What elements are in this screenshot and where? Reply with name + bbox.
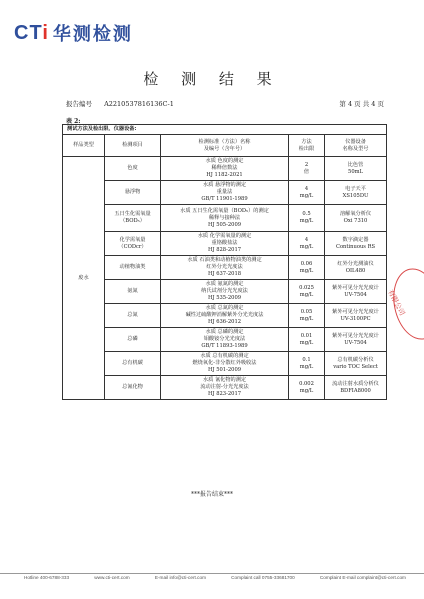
instrument-cell: 总有机碳分析仪 vario TOC Select [325,352,387,376]
footer-hotline: Hotline 400-6788-333 [24,575,70,580]
logo-mark: CTi [14,21,49,44]
instrument-cell: 红外分光测油仪 OIL480 [325,256,387,280]
detection-limit-cell: 0.01 mg/L [289,328,325,352]
instrument-cell: 电子天平 XS105DU [325,181,387,205]
table-header-row [63,135,387,157]
table-row [63,205,387,232]
detection-limit-cell: 0.05 mg/L [289,304,325,328]
detection-limit-cell: 0.025 mg/L [289,280,325,304]
detection-limit-cell: 0.002 mg/L [289,376,325,400]
test-item-cell: 悬浮物 [105,181,161,205]
instrument-cell: 数字滴定器 Continuous RS [325,232,387,256]
column-header-3: 检测标准（方法）名称 及编号（含年号） [161,135,289,157]
method-cell: 水质 化学需氧量的测定 重铬酸盐法 HJ 828-2017 [161,232,289,256]
table-row [63,256,387,280]
test-item-cell: 总氰化物 [105,376,161,400]
method-cell: 水质 总氮的测定 碱性过硫酸钾消解紫外分光光度法 HJ 636-2012 [161,304,289,328]
column-header-4: 方法 检出限 [289,135,325,157]
method-cell: 水质 总磷的测定 钼酸铵分光光度法 GB/T 11893-1989 [161,328,289,352]
test-item-cell: 总有机碳 [105,352,161,376]
company-logo [14,20,133,46]
instrument-cell: 溶解氧分析仪 Oxi 7310 [325,205,387,232]
logo-company-name: 华测检测 [52,24,133,45]
method-cell: 水质 色度的测定 稀释倍数法 HJ 1182-2021 [161,157,289,181]
detection-limit-cell: 0.5 mg/L [289,205,325,232]
table-row [63,304,387,328]
method-cell: 水质 石油类和动植物油类的测定 红外分光光度法 HJ 637-2018 [161,256,289,280]
test-item-cell: 色度 [105,157,161,181]
seal-text: 有限公司 [386,288,407,317]
method-cell: 水质 氨氮的测定 纳氏试剂分光光度法 HJ 535-2009 [161,280,289,304]
sample-type-cell: 废水 [63,157,105,400]
section-title: 测试方法及检出限、仪器设备: [63,125,387,135]
detection-limit-cell: 0.06 mg/L [289,256,325,280]
method-cell: 水质 悬浮物的测定 重量法 GB/T 11901-1989 [161,181,289,205]
table-row [63,181,387,205]
report-number-label: 报告编号 [66,100,92,108]
table-row [63,157,387,181]
method-cell: 水质 氰化物的测定 流动注射-分光光度法 HJ 823-2017 [161,376,289,400]
table-label: 表 2: [66,118,81,125]
report-number-value: A2210537816136C-1 [104,100,174,108]
footer [24,575,406,580]
test-item-cell: 总磷 [105,328,161,352]
table-row [63,328,387,352]
test-item-cell: 五日生化需氧量 （BOD₅） [105,205,161,232]
footer-complaint-email[interactable]: Complaint E-mail complaint@cti-cert.com [319,575,406,580]
report-end-note: ***报告结束*** [190,491,233,498]
test-item-cell: 动植物油类 [105,256,161,280]
method-cell: 水质 总有机碳的测定 燃烧氧化-非分散红外吸收法 HJ 501-2009 [161,352,289,376]
table-row [63,280,387,304]
instrument-cell: 比色管 50mL [325,157,387,181]
instrument-cell: 流动注射水质分析仪 BDFIA8000 [325,376,387,400]
detection-limit-cell: 4 mg/L [289,181,325,205]
footer-website[interactable]: www.cti-cert.com [94,575,130,580]
column-header-1: 样品类型 [63,135,105,157]
detection-limit-cell: 2 倍 [289,157,325,181]
table-row [63,376,387,400]
document-title: 检 测 结 果 [143,70,281,88]
table-row [63,352,387,376]
report-number [66,99,174,108]
table-row [63,232,387,256]
test-item-cell: 氨氮 [105,280,161,304]
column-header-5: 仪器设备 名称及型号 [325,135,387,157]
footer-complaint-call: Complaint call 0755-33681700 [231,575,295,580]
instrument-cell: 紫外可见分光光度计 UV-7504 [325,280,387,304]
test-item-cell: 总氮 [105,304,161,328]
instrument-cell: 紫外可见分光光度计 UV-3100PC [325,304,387,328]
column-header-2: 检测项目 [105,135,161,157]
page-info: 第 4 页 共 4 页 [339,100,384,108]
table-body [63,157,387,400]
footer-divider [0,573,424,574]
test-item-cell: 化学需氧量 （CODcr） [105,232,161,256]
methods-table [62,124,387,400]
detection-limit-cell: 0.1 mg/L [289,352,325,376]
footer-email[interactable]: E-mail info@cti-cert.com [154,575,206,580]
instrument-cell: 紫外可见分光光度计 UV-7504 [325,328,387,352]
detection-limit-cell: 4 mg/L [289,232,325,256]
method-cell: 水质 五日生化需氧量（BOD₅）的测定 稀释与接种法 HJ 505-2009 [161,205,289,232]
